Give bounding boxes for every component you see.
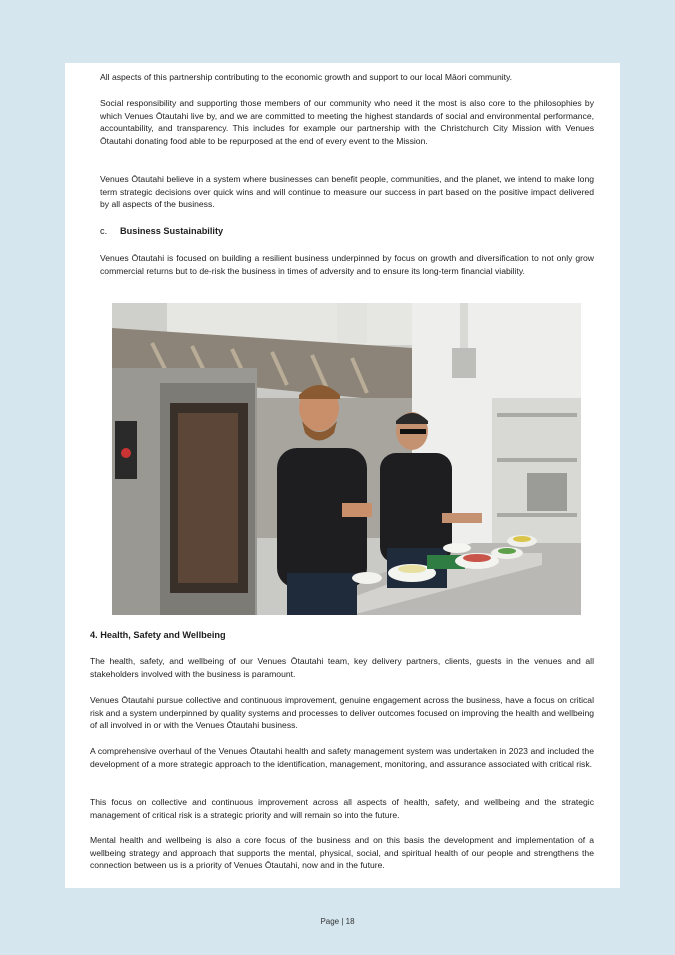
paragraph-continuous-improvement: Venues Ōtautahi pursue collective and continuous improvement, genuine engagement across the business, have a focus on critical risk and a system underpinned by quality systems and processes to deliver outcomes focused on improving the health and wellbeing of all involved in or with the Venues Ōtautahi business.	[90, 695, 594, 731]
section-heading-health-safety: 4. Health, Safety and Wellbeing	[90, 630, 226, 640]
paragraph-health-paramount: The health, safety, and wellbeing of our Venues Ōtautahi team, key delivery partners, clients, guests in the venues and all stakeholders involved with the business is paramount.	[90, 656, 594, 679]
paragraph-strategic-priority: This focus on collective and continuous improvement across all aspects of health, safety, and wellbeing and the strategic management of critical risk is a strategic priority and will remain so into the future.	[90, 797, 594, 820]
paragraph-mental-health: Mental health and wellbeing is also a core focus of the business and on this basis the development and implementation of a wellbeing strategy and approach that supports the mental, physical, social, and spiritual health of our people and strengthens the connection between us is a priority of Venues Ōtautahi, now and in the future.	[90, 835, 594, 871]
subheading-marker: c.	[100, 226, 108, 236]
paragraph-maori-partnership: All aspects of this partnership contributing to the economic growth and support to our local Māori community.	[100, 72, 513, 82]
kitchen-chefs-illustration	[112, 303, 581, 615]
paragraph-business-sustainability: Venues Ōtautahi is focused on building a resilient business underpinned by focus on growth and diversification to not only grow commercial returns but to de-risk the business in times of adversity and to ensure its long-term financial viability.	[100, 253, 594, 276]
subheading-text: Business Sustainability	[120, 226, 224, 236]
paragraph-social-responsibility: Social responsibility and supporting those members of our community who need it the most is also core to the philosophies by which Venues Ōtautahi live by, and we are committed to meeting the highest standards of social and environmental performance, accountability, and transparency. This includes for example our partnership with the Christchurch City Mission with Venues Ōtautahi donating food able to be repurposed at the end of every event to the Mission.	[100, 98, 594, 146]
subheading-business-sustainability	[100, 225, 223, 237]
paragraph-system-belief: Venues Ōtautahi believe in a system where businesses can benefit people, communities, and the planet, we intend to make long term strategic decisions over quick wins and will continue to measure our success in part based on the positive impact delivered by all aspects of the business.	[100, 174, 594, 210]
page-number: Page | 18	[320, 917, 355, 926]
kitchen-chefs-photo	[112, 303, 581, 615]
paragraph-system-overhaul: A comprehensive overhaul of the Venues Ōtautahi health and safety management system was undertaken in 2023 and included the development of a more strategic approach to the identification, management, monitoring, and assurance associated with critical risk.	[90, 746, 594, 769]
document-page	[65, 63, 620, 888]
